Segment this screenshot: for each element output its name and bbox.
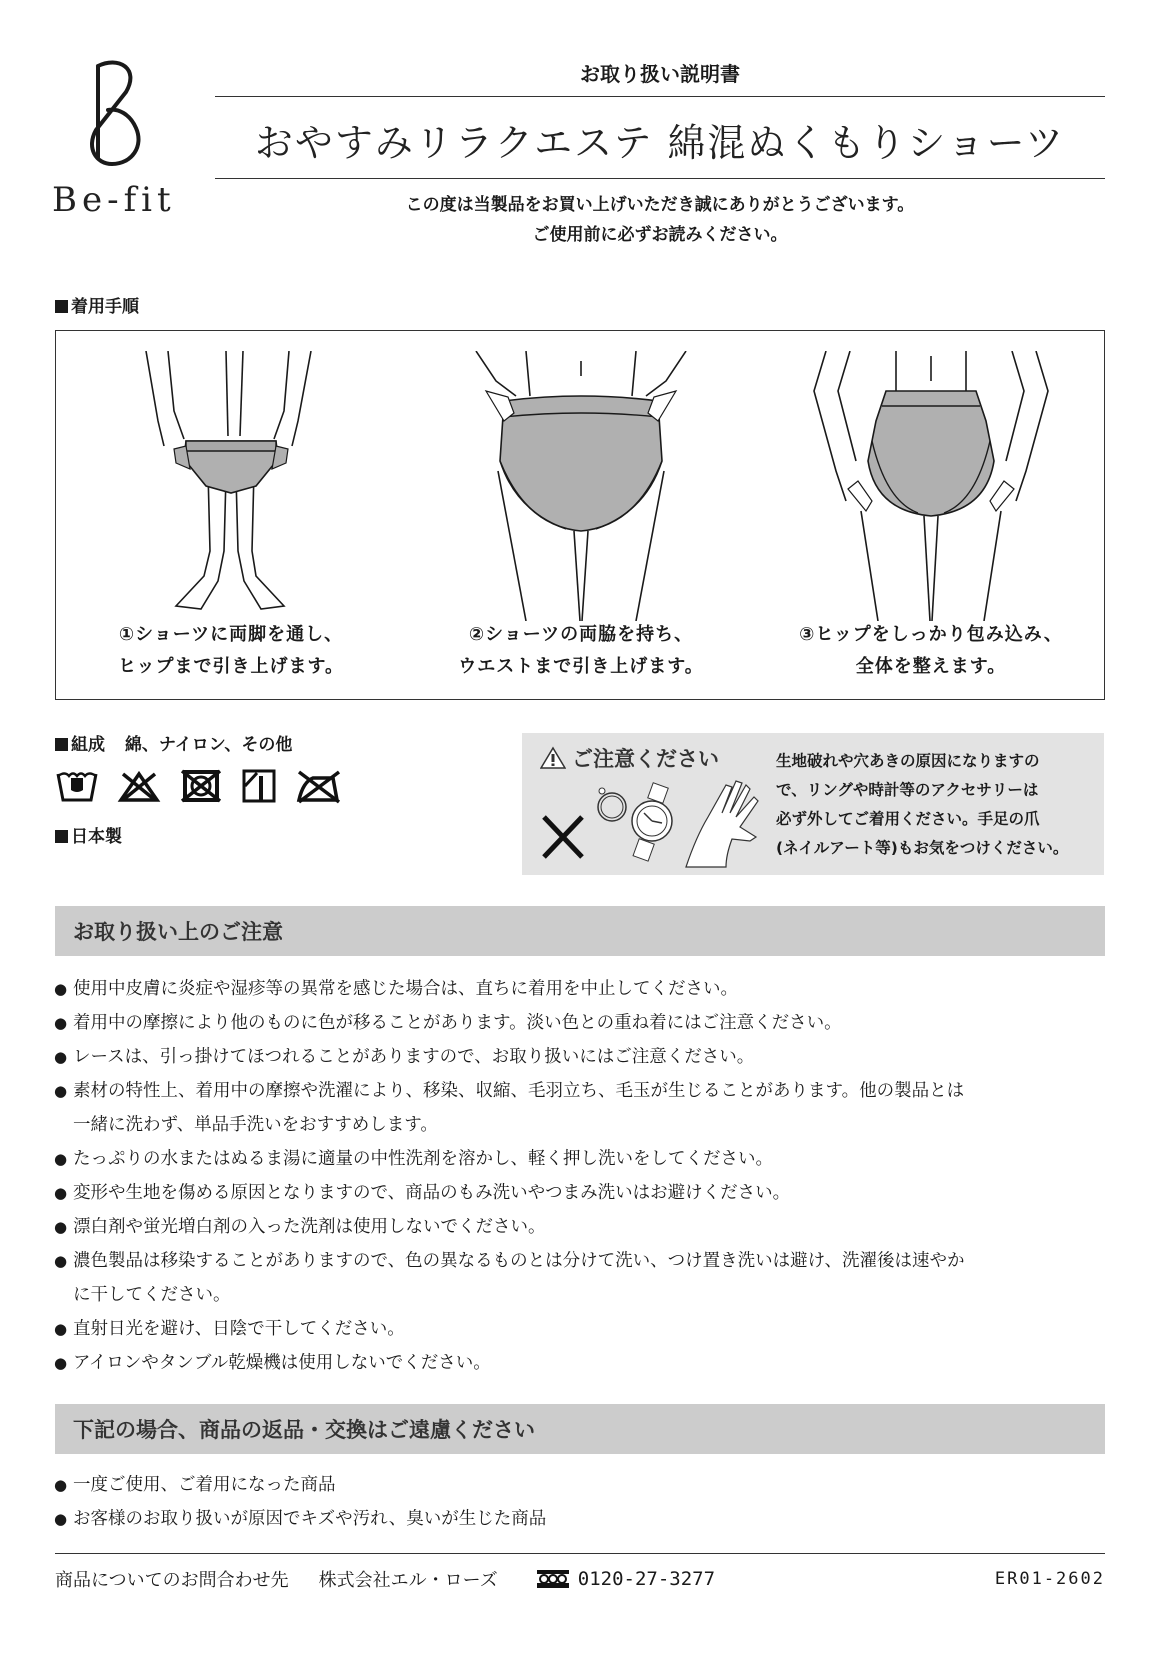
step-3 — [756, 331, 1106, 699]
no-tumble-dry-icon — [179, 768, 223, 804]
list-item: ● たっぷりの水またはぬるま湯に適量の中性洗剤を溶かし、軽く押し洗いをしてください。 — [55, 1142, 1115, 1176]
list-item: ● 漂白剤や蛍光増白剤の入った洗剤は使用しないでください。 — [55, 1210, 1115, 1244]
square-bullet-icon — [55, 300, 68, 313]
returns-list — [55, 1468, 1115, 1536]
list-item: ● 一度ご使用、ご着用になった商品 — [55, 1468, 1115, 1502]
returns-section-header: 下記の場合、商品の返品・交換はご遠慮ください — [55, 1404, 1105, 1454]
care-symbols — [55, 768, 341, 804]
step-2-caption: ②ショーツの両脇を持ち、 ウエストまで引き上げます。 — [458, 624, 704, 677]
step-1-caption: ①ショーツに両脚を通し、 ヒップまで引き上げます。 — [117, 624, 345, 677]
divider — [215, 96, 1105, 97]
list-item: ● お客様のお取り扱いが原因でキズや汚れ、臭いが生じた商品 — [55, 1502, 1115, 1536]
square-bullet-icon — [55, 738, 68, 751]
no-iron-icon — [295, 768, 341, 804]
step-2 — [406, 331, 756, 699]
list-item: ● レースは、引っ掛けてほつれることがありますので、お取り扱いにはご注意ください。 — [55, 1040, 1115, 1074]
caution-illustration — [536, 777, 766, 869]
square-bullet-icon — [55, 830, 68, 843]
how-to-wear-label: 着用手順 — [55, 292, 139, 317]
composition: 組成 綿、ナイロン、その他 — [55, 730, 292, 755]
prohibited-x-icon — [544, 817, 582, 857]
caution-text: 生地破れや穴あきの原因になりますの で、リングや時計等のアクセサリーは 必ず外してご着用ください。手足の爪 (ネイルアート等)もお気をつけください。 — [776, 752, 1069, 857]
handling-precautions-list — [55, 972, 1115, 1380]
brand-name: Be-fit — [52, 180, 176, 220]
thank-you-message — [215, 190, 1105, 250]
list-item: ● 使用中皮膚に炎症や湿疹等の異常を感じた場合は、直ちに着用を中止してください。 — [55, 972, 1115, 1006]
list-item: ● アイロンやタンブル乾燥機は使用しないでください。 — [55, 1346, 1115, 1380]
step-3-caption: ③ヒップをしっかり包み込み、 全体を整えます。 — [799, 624, 1063, 677]
thanks-line-2: ご使用前に必ずお読みください。 — [532, 225, 788, 245]
hand-nails-icon — [686, 781, 758, 867]
free-dial-icon — [536, 1569, 572, 1589]
brand-logo-icon — [78, 58, 148, 170]
divider — [55, 1553, 1105, 1554]
how-to-wear-steps — [55, 330, 1105, 700]
ring-icon — [598, 788, 626, 821]
contact-label: 商品についてのお問合わせ先 — [55, 1570, 289, 1591]
list-item: ● 着用中の摩擦により他のものに色が移ることがあります。淡い色との重ね着にはご注意ください。 — [55, 1006, 1115, 1040]
company-name: 株式会社エル・ローズ — [318, 1570, 498, 1591]
document-code: ER01-2602 — [994, 1569, 1105, 1589]
divider — [215, 178, 1105, 179]
caution-title: ご注意ください — [540, 743, 719, 773]
document-type: お取り扱い説明書 — [580, 62, 740, 86]
step-1 — [56, 331, 406, 699]
step-2-illustration-icon — [456, 351, 706, 621]
accessory-caution-box — [522, 733, 1104, 875]
thanks-line-1: この度は当製品をお買い上げいただき誠にありがとうございます。 — [405, 195, 915, 215]
footer — [55, 1566, 1105, 1592]
warning-triangle-icon — [540, 746, 566, 770]
product-title: おやすみリラクエステ 綿混ぬくもりショーツ — [254, 121, 1066, 165]
hand-wash-40-icon — [55, 768, 99, 804]
list-item: ● 直射日光を避け、日陰で干してください。 — [55, 1312, 1115, 1346]
handling-section-header: お取り扱い上のご注意 — [55, 906, 1105, 956]
composition-value: 綿、ナイロン、その他 — [124, 735, 293, 755]
watch-icon — [632, 783, 672, 861]
list-item: ● 変形や生地を傷める原因となりますので、商品のもみ洗いやつまみ洗いはお避けください。 — [55, 1176, 1115, 1210]
line-dry-shade-icon — [241, 768, 277, 804]
step-1-illustration-icon — [106, 351, 356, 621]
list-item: ● 素材の特性上、着用中の摩擦や洗濯により、移染、収縮、毛羽立ち、毛玉が生じることがあります。他の製品とは 一緒に洗わず、単品手洗いをおすすめします。 — [55, 1074, 1115, 1142]
no-bleach-icon — [117, 768, 161, 804]
phone-number: 0120-27-3277 — [536, 1568, 715, 1590]
country-of-origin: 日本製 — [55, 822, 122, 847]
step-3-illustration-icon — [806, 351, 1056, 621]
list-item: ● 濃色製品は移染することがありますので、色の異なるものとは分けて洗い、つけ置き洗いは避け、洗濯後は速やか に干してください。 — [55, 1244, 1115, 1312]
